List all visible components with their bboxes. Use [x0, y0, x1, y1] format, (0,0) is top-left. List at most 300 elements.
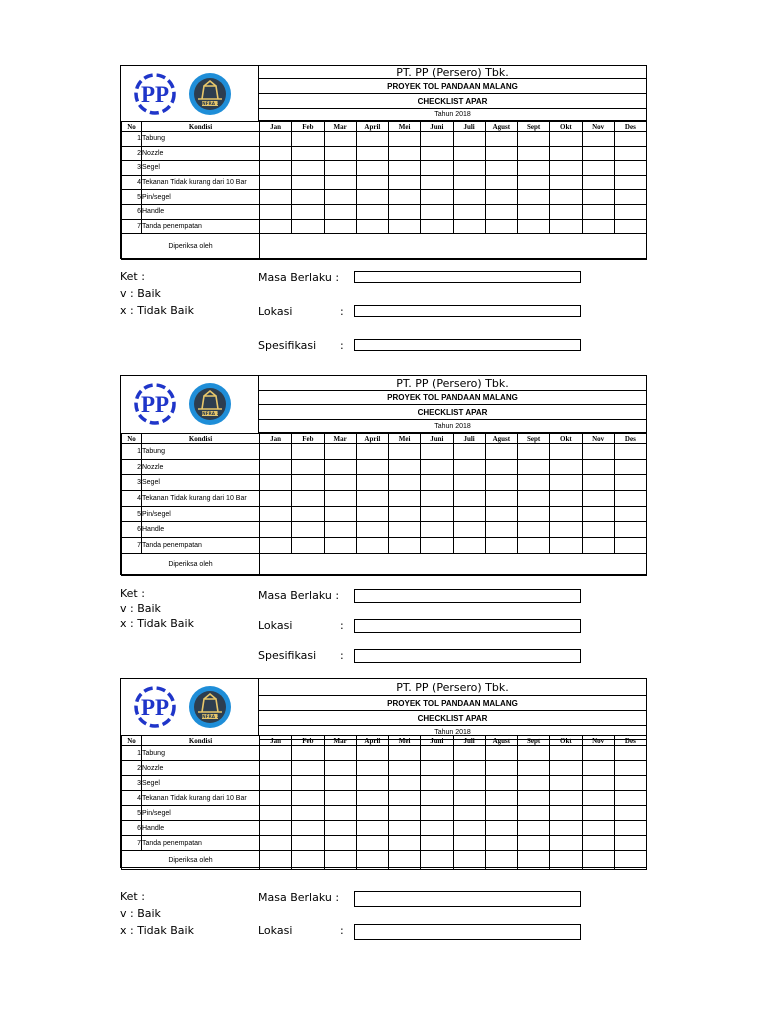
check-cell[interactable]: [550, 538, 582, 554]
check-cell[interactable]: [356, 746, 388, 761]
check-cell[interactable]: [389, 444, 421, 460]
check-cell[interactable]: [421, 444, 453, 460]
check-cell[interactable]: [453, 522, 485, 538]
check-cell[interactable]: [421, 204, 453, 219]
check-cell[interactable]: [356, 836, 388, 851]
check-cell[interactable]: [582, 791, 614, 806]
check-cell[interactable]: [389, 161, 421, 176]
check-cell[interactable]: [453, 746, 485, 761]
check-cell[interactable]: [356, 806, 388, 821]
check-cell[interactable]: [453, 146, 485, 161]
check-cell[interactable]: [260, 522, 292, 538]
lokasi-field[interactable]: [354, 924, 581, 940]
spesifikasi-field[interactable]: [354, 339, 581, 351]
check-cell[interactable]: [356, 219, 388, 234]
check-cell[interactable]: [485, 776, 517, 791]
row-kondisi-label: Handle: [142, 204, 260, 219]
check-cell[interactable]: [614, 821, 646, 836]
check-cell[interactable]: [292, 791, 324, 806]
check-cell[interactable]: [389, 491, 421, 507]
check-cell[interactable]: [292, 146, 324, 161]
check-cell[interactable]: [518, 746, 550, 761]
check-cell[interactable]: [614, 522, 646, 538]
lokasi-field[interactable]: [354, 305, 581, 317]
check-cell[interactable]: [356, 161, 388, 176]
check-cell[interactable]: [260, 746, 292, 761]
check-cell[interactable]: [356, 204, 388, 219]
lokasi-field[interactable]: [354, 619, 581, 633]
check-cell[interactable]: [582, 459, 614, 475]
check-cell[interactable]: [324, 538, 356, 554]
check-cell[interactable]: [550, 506, 582, 522]
check-cell[interactable]: [356, 190, 388, 205]
check-cell[interactable]: [260, 219, 292, 234]
check-cell[interactable]: [260, 444, 292, 460]
check-cell[interactable]: [453, 219, 485, 234]
check-cell[interactable]: [582, 190, 614, 205]
check-cell[interactable]: [292, 475, 324, 491]
check-cell[interactable]: [421, 459, 453, 475]
check-cell[interactable]: [421, 491, 453, 507]
check-cell[interactable]: [260, 204, 292, 219]
check-cell[interactable]: [485, 538, 517, 554]
check-cell[interactable]: [292, 821, 324, 836]
table-row: [122, 459, 647, 475]
check-cell[interactable]: [324, 791, 356, 806]
check-cell[interactable]: [389, 204, 421, 219]
check-cell[interactable]: [421, 746, 453, 761]
check-cell[interactable]: [389, 506, 421, 522]
check-cell[interactable]: [389, 132, 421, 147]
check-cell[interactable]: [421, 506, 453, 522]
check-cell[interactable]: [453, 132, 485, 147]
check-cell[interactable]: [518, 219, 550, 234]
check-cell[interactable]: [421, 219, 453, 234]
check-cell[interactable]: [356, 791, 388, 806]
check-cell[interactable]: [421, 776, 453, 791]
check-cell[interactable]: [292, 219, 324, 234]
check-cell[interactable]: [421, 791, 453, 806]
check-cell[interactable]: [518, 190, 550, 205]
check-cell[interactable]: [518, 475, 550, 491]
signer-row: [122, 553, 647, 575]
check-cell[interactable]: [260, 161, 292, 176]
check-cell[interactable]: [292, 161, 324, 176]
check-cell[interactable]: [582, 821, 614, 836]
check-cell[interactable]: [614, 219, 646, 234]
check-cell[interactable]: [421, 538, 453, 554]
check-cell[interactable]: [389, 175, 421, 190]
signature-cell[interactable]: [614, 851, 646, 870]
check-cell[interactable]: [518, 444, 550, 460]
row-number: 4: [122, 491, 142, 507]
check-cell[interactable]: [324, 506, 356, 522]
check-cell[interactable]: [324, 806, 356, 821]
check-cell[interactable]: [356, 475, 388, 491]
check-cell[interactable]: [292, 175, 324, 190]
check-cell[interactable]: [582, 776, 614, 791]
check-cell[interactable]: [292, 132, 324, 147]
check-cell[interactable]: [421, 146, 453, 161]
check-cell[interactable]: [260, 821, 292, 836]
check-cell[interactable]: [614, 491, 646, 507]
check-cell[interactable]: [356, 491, 388, 507]
row-kondisi-label: Segel: [142, 776, 260, 791]
check-cell[interactable]: [389, 538, 421, 554]
check-cell[interactable]: [324, 161, 356, 176]
check-cell[interactable]: [292, 761, 324, 776]
check-cell[interactable]: [453, 491, 485, 507]
check-cell[interactable]: [324, 836, 356, 851]
check-cell[interactable]: [582, 219, 614, 234]
check-cell[interactable]: [324, 190, 356, 205]
check-cell[interactable]: [518, 776, 550, 791]
check-cell[interactable]: [550, 761, 582, 776]
signature-area[interactable]: [260, 553, 647, 575]
month-header-2: Mar: [324, 434, 356, 444]
check-cell[interactable]: [582, 175, 614, 190]
check-cell[interactable]: [614, 506, 646, 522]
check-cell[interactable]: [485, 522, 517, 538]
check-cell[interactable]: [518, 491, 550, 507]
check-cell[interactable]: [614, 475, 646, 491]
check-cell[interactable]: [614, 161, 646, 176]
check-cell[interactable]: [324, 444, 356, 460]
check-cell[interactable]: [292, 459, 324, 475]
check-cell[interactable]: [324, 204, 356, 219]
check-cell[interactable]: [550, 475, 582, 491]
check-cell[interactable]: [324, 491, 356, 507]
check-cell[interactable]: [324, 761, 356, 776]
check-cell[interactable]: [260, 190, 292, 205]
check-cell[interactable]: [550, 161, 582, 176]
check-cell[interactable]: [614, 459, 646, 475]
masa-berlaku-field[interactable]: [354, 891, 581, 907]
check-cell[interactable]: [421, 475, 453, 491]
check-cell[interactable]: [485, 836, 517, 851]
check-cell[interactable]: [582, 161, 614, 176]
check-cell[interactable]: [550, 444, 582, 460]
check-cell[interactable]: [356, 776, 388, 791]
check-cell[interactable]: [453, 161, 485, 176]
check-cell[interactable]: [485, 506, 517, 522]
signature-cell[interactable]: [356, 851, 388, 870]
check-cell[interactable]: [324, 219, 356, 234]
row-kondisi-label: Handle: [142, 522, 260, 538]
check-cell[interactable]: [292, 491, 324, 507]
check-cell[interactable]: [550, 522, 582, 538]
check-cell[interactable]: [518, 821, 550, 836]
masa-berlaku-field[interactable]: [354, 589, 581, 603]
row-number: 5: [122, 506, 142, 522]
check-cell[interactable]: [324, 776, 356, 791]
check-cell[interactable]: [485, 821, 517, 836]
check-cell[interactable]: [324, 132, 356, 147]
check-cell[interactable]: [518, 538, 550, 554]
check-cell[interactable]: [582, 522, 614, 538]
check-cell[interactable]: [614, 746, 646, 761]
check-cell[interactable]: [550, 459, 582, 475]
check-cell[interactable]: [453, 506, 485, 522]
check-cell[interactable]: [260, 475, 292, 491]
check-cell[interactable]: [518, 146, 550, 161]
table-row: [122, 204, 647, 219]
month-header-4: Mei: [389, 122, 421, 132]
check-cell[interactable]: [582, 491, 614, 507]
check-cell[interactable]: [485, 175, 517, 190]
signature-cell[interactable]: [292, 851, 324, 870]
check-cell[interactable]: [260, 459, 292, 475]
check-cell[interactable]: [582, 806, 614, 821]
check-cell[interactable]: [485, 459, 517, 475]
check-cell[interactable]: [614, 132, 646, 147]
check-cell[interactable]: [324, 146, 356, 161]
check-cell[interactable]: [485, 146, 517, 161]
check-cell[interactable]: [550, 132, 582, 147]
check-cell[interactable]: [421, 161, 453, 176]
check-cell[interactable]: [260, 761, 292, 776]
check-cell[interactable]: [550, 204, 582, 219]
check-cell[interactable]: [292, 506, 324, 522]
check-cell[interactable]: [389, 459, 421, 475]
check-cell[interactable]: [421, 836, 453, 851]
signature-cell[interactable]: [485, 851, 517, 870]
check-cell[interactable]: [260, 132, 292, 147]
check-cell[interactable]: [260, 506, 292, 522]
check-cell[interactable]: [453, 475, 485, 491]
check-cell[interactable]: [421, 132, 453, 147]
check-cell[interactable]: [389, 146, 421, 161]
signature-cell[interactable]: [324, 851, 356, 870]
check-cell[interactable]: [518, 175, 550, 190]
legend-good: v : Baik: [120, 287, 161, 300]
check-cell[interactable]: [389, 475, 421, 491]
check-cell[interactable]: [614, 204, 646, 219]
spesifikasi-field[interactable]: [354, 649, 581, 663]
check-cell[interactable]: [518, 506, 550, 522]
check-cell[interactable]: [292, 522, 324, 538]
check-cell[interactable]: [453, 175, 485, 190]
signature-cell[interactable]: [582, 851, 614, 870]
check-cell[interactable]: [324, 175, 356, 190]
check-cell[interactable]: [292, 538, 324, 554]
check-cell[interactable]: [324, 821, 356, 836]
check-cell[interactable]: [356, 444, 388, 460]
check-cell[interactable]: [292, 776, 324, 791]
check-cell[interactable]: [389, 776, 421, 791]
check-cell[interactable]: [356, 175, 388, 190]
check-cell[interactable]: [421, 821, 453, 836]
check-cell[interactable]: [421, 806, 453, 821]
check-cell[interactable]: [453, 538, 485, 554]
row-kondisi-label: Handle: [142, 821, 260, 836]
check-cell[interactable]: [260, 791, 292, 806]
check-cell[interactable]: [453, 836, 485, 851]
table-row: [122, 776, 647, 791]
check-cell[interactable]: [389, 746, 421, 761]
check-cell[interactable]: [485, 491, 517, 507]
check-cell[interactable]: [292, 444, 324, 460]
check-cell[interactable]: [582, 204, 614, 219]
signature-cell[interactable]: [550, 851, 582, 870]
check-cell[interactable]: [356, 821, 388, 836]
check-cell[interactable]: [389, 791, 421, 806]
check-cell[interactable]: [614, 190, 646, 205]
check-cell[interactable]: [292, 806, 324, 821]
check-cell[interactable]: [453, 444, 485, 460]
check-cell[interactable]: [485, 219, 517, 234]
check-cell[interactable]: [356, 459, 388, 475]
row-kondisi-label: Tekanan Tidak kurang dari 10 Bar: [142, 491, 260, 507]
check-cell[interactable]: [389, 522, 421, 538]
check-cell[interactable]: [453, 806, 485, 821]
check-cell[interactable]: [356, 761, 388, 776]
signature-cell[interactable]: [421, 851, 453, 870]
check-cell[interactable]: [550, 836, 582, 851]
check-cell[interactable]: [324, 475, 356, 491]
check-cell[interactable]: [453, 791, 485, 806]
check-cell[interactable]: [356, 506, 388, 522]
check-cell[interactable]: [614, 444, 646, 460]
check-cell[interactable]: [421, 761, 453, 776]
check-cell[interactable]: [614, 146, 646, 161]
check-cell[interactable]: [614, 836, 646, 851]
company-name: PT. PP (Persero) Tbk.: [259, 376, 646, 391]
check-cell[interactable]: [453, 821, 485, 836]
month-header-10: Nov: [582, 736, 614, 746]
check-cell[interactable]: [614, 538, 646, 554]
check-cell[interactable]: [453, 459, 485, 475]
check-cell[interactable]: [518, 761, 550, 776]
check-cell[interactable]: [421, 175, 453, 190]
check-cell[interactable]: [260, 776, 292, 791]
month-header-0: Jan: [260, 736, 292, 746]
check-cell[interactable]: [614, 776, 646, 791]
check-cell[interactable]: [485, 161, 517, 176]
check-cell[interactable]: [260, 538, 292, 554]
check-cell[interactable]: [582, 746, 614, 761]
lokasi-colon: :: [340, 924, 344, 937]
check-cell[interactable]: [260, 175, 292, 190]
check-cell[interactable]: [356, 132, 388, 147]
check-cell[interactable]: [582, 132, 614, 147]
check-cell[interactable]: [550, 776, 582, 791]
check-cell[interactable]: [518, 522, 550, 538]
check-cell[interactable]: [292, 836, 324, 851]
check-cell[interactable]: [260, 806, 292, 821]
check-cell[interactable]: [518, 836, 550, 851]
signature-cell[interactable]: [518, 851, 550, 870]
check-cell[interactable]: [550, 190, 582, 205]
check-cell[interactable]: [485, 746, 517, 761]
check-cell[interactable]: [550, 791, 582, 806]
check-cell[interactable]: [389, 761, 421, 776]
check-cell[interactable]: [518, 806, 550, 821]
check-cell[interactable]: [485, 204, 517, 219]
check-cell[interactable]: [324, 746, 356, 761]
check-cell[interactable]: [260, 491, 292, 507]
check-cell[interactable]: [518, 161, 550, 176]
signature-cell[interactable]: [453, 851, 485, 870]
check-cell[interactable]: [485, 444, 517, 460]
check-cell[interactable]: [453, 204, 485, 219]
check-cell[interactable]: [582, 761, 614, 776]
col-no-header: No: [122, 736, 142, 746]
check-cell[interactable]: [260, 146, 292, 161]
check-cell[interactable]: [550, 219, 582, 234]
check-cell[interactable]: [485, 791, 517, 806]
company-name: PT. PP (Persero) Tbk.: [259, 679, 646, 696]
check-cell[interactable]: [421, 522, 453, 538]
table-header-row: [122, 736, 647, 746]
check-cell[interactable]: [292, 204, 324, 219]
check-cell[interactable]: [550, 491, 582, 507]
check-cell[interactable]: [324, 459, 356, 475]
check-cell[interactable]: [582, 475, 614, 491]
check-cell[interactable]: [582, 836, 614, 851]
check-cell[interactable]: [614, 761, 646, 776]
check-cell[interactable]: [550, 146, 582, 161]
check-cell[interactable]: [389, 190, 421, 205]
check-cell[interactable]: [550, 806, 582, 821]
checklist-sheet: [120, 375, 647, 575]
check-cell[interactable]: [485, 806, 517, 821]
check-cell[interactable]: [485, 761, 517, 776]
check-cell[interactable]: [389, 836, 421, 851]
row-number: 1: [122, 132, 142, 147]
check-cell[interactable]: [421, 190, 453, 205]
check-cell[interactable]: [324, 522, 356, 538]
check-cell[interactable]: [518, 132, 550, 147]
check-cell[interactable]: [260, 836, 292, 851]
check-cell[interactable]: [550, 175, 582, 190]
check-cell[interactable]: [582, 506, 614, 522]
check-cell[interactable]: [518, 204, 550, 219]
check-cell[interactable]: [550, 821, 582, 836]
check-cell[interactable]: [356, 538, 388, 554]
check-cell[interactable]: [292, 746, 324, 761]
check-cell[interactable]: [550, 746, 582, 761]
check-cell[interactable]: [389, 806, 421, 821]
check-cell[interactable]: [453, 190, 485, 205]
check-cell[interactable]: [356, 146, 388, 161]
check-cell[interactable]: [614, 175, 646, 190]
check-cell[interactable]: [485, 132, 517, 147]
signature-area[interactable]: [260, 234, 647, 260]
check-cell[interactable]: [453, 761, 485, 776]
month-header-10: Nov: [582, 122, 614, 132]
check-cell[interactable]: [485, 475, 517, 491]
check-cell[interactable]: [518, 459, 550, 475]
signature-cell[interactable]: [260, 851, 292, 870]
check-cell[interactable]: [582, 146, 614, 161]
check-cell[interactable]: [582, 444, 614, 460]
check-cell[interactable]: [582, 538, 614, 554]
check-cell[interactable]: [453, 776, 485, 791]
check-cell[interactable]: [356, 522, 388, 538]
check-cell[interactable]: [518, 791, 550, 806]
check-cell[interactable]: [485, 190, 517, 205]
masa-berlaku-field[interactable]: [354, 271, 581, 283]
check-cell[interactable]: [389, 821, 421, 836]
signature-cell[interactable]: [389, 851, 421, 870]
row-number: 7: [122, 538, 142, 554]
checklist-table: [121, 121, 647, 260]
check-cell[interactable]: [614, 791, 646, 806]
check-cell[interactable]: [292, 190, 324, 205]
check-cell[interactable]: [614, 806, 646, 821]
check-cell[interactable]: [389, 219, 421, 234]
